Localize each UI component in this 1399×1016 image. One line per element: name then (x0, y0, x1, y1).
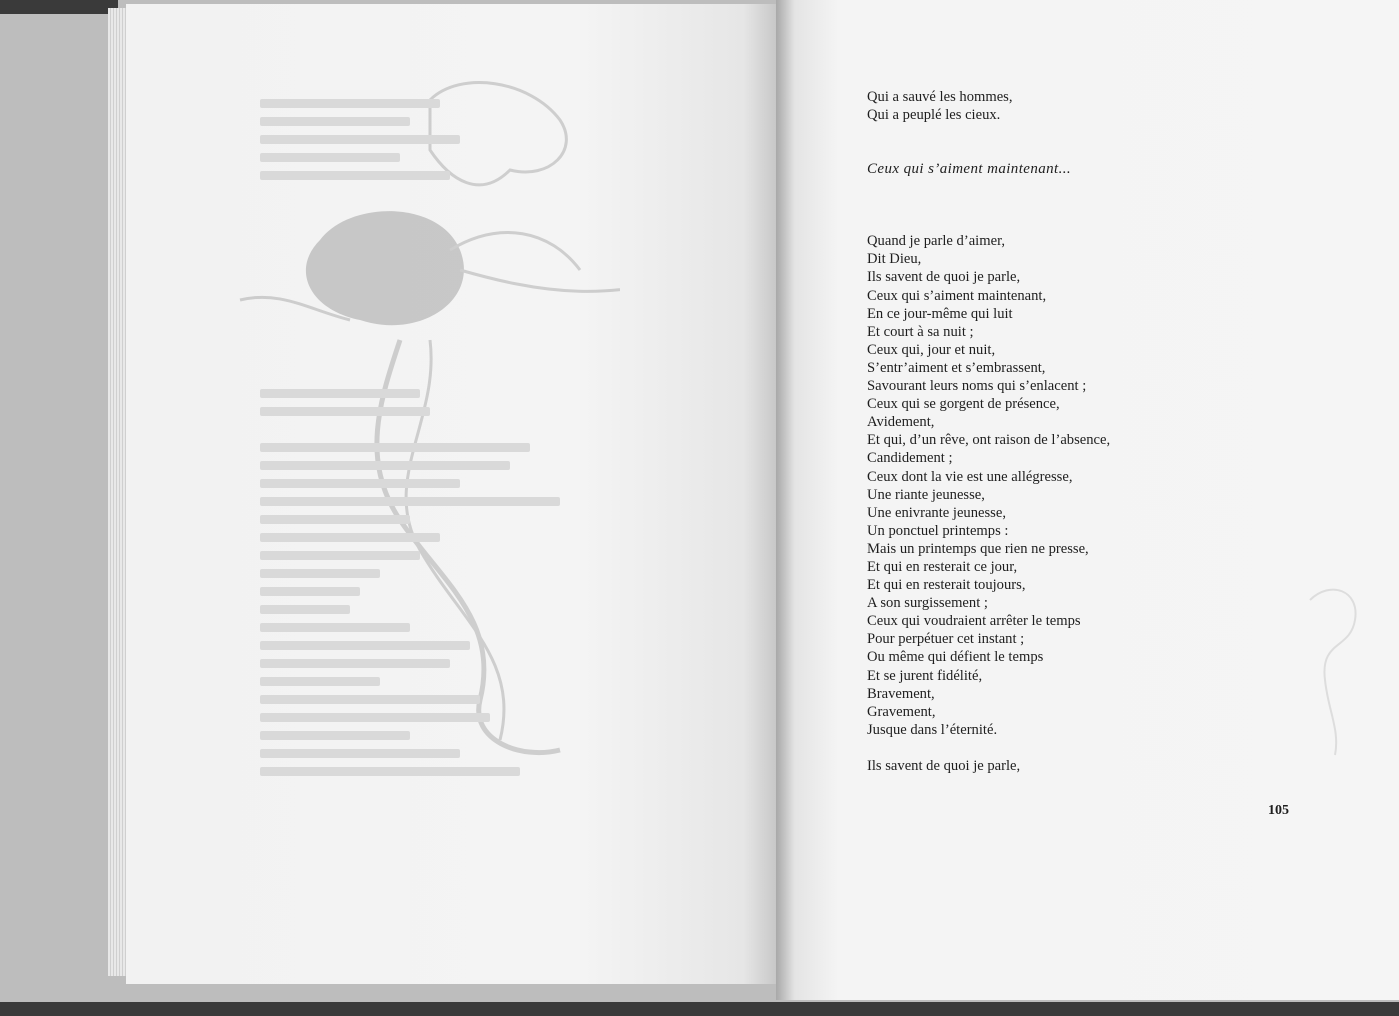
poem-line: Un ponctuel printemps : (867, 522, 1009, 539)
poem-line: Avidement, (867, 414, 935, 431)
scan-border-top (0, 0, 118, 14)
poem-line: Ceux qui voudraient arrêter le temps (867, 613, 1081, 630)
poem-line: S’entr’aiment et s’embrassent, (867, 359, 1046, 376)
bleed-through-sketch (1300, 580, 1370, 760)
poem-line: Qui a peuplé les cieux. (867, 107, 1001, 124)
poem-line: Quand je parle d’aimer, (867, 233, 1005, 250)
stanza-gap (867, 739, 1287, 757)
section-title: Ceux qui s’aiment maintenant... (867, 161, 1072, 178)
stanza-gap (867, 214, 1287, 232)
poem-line: Qui a sauvé les hommes, (867, 89, 1013, 105)
page-stack-edge (108, 8, 128, 976)
poem-line: Ceux dont la vie est une allégresse, (867, 468, 1073, 485)
stanza-gap (867, 124, 1287, 160)
poem-line: Candidement ; (867, 450, 953, 467)
poem-line: Bravement, (867, 685, 935, 702)
poem-line: Mais un printemps que rien ne presse, (867, 540, 1089, 557)
poem-line: Ou même qui défient le temps (867, 649, 1044, 666)
poem-line: Savourant leurs noms qui s’enlacent ; (867, 378, 1087, 395)
poem-line: Ils savent de quoi je parle, (867, 757, 1021, 774)
poem-line: Et qui, d’un rêve, ont raison de l’absence, (867, 432, 1111, 449)
poem-line: En ce jour-même qui luit (867, 305, 1013, 322)
poem-line: Jusque dans l’éternité. (867, 721, 998, 738)
poem-line: Et qui en resterait toujours, (867, 577, 1026, 594)
bleed-through-text (260, 95, 580, 781)
poem-line: Et qui en resterait ce jour, (867, 558, 1018, 575)
poem-line: Ceux qui, jour et nuit, (867, 341, 996, 358)
poem-line: A son surgissement ; (867, 595, 988, 612)
poem-text (867, 88, 1287, 775)
poem-line: Une riante jeunesse, (867, 486, 985, 503)
stanza-gap (867, 178, 1287, 214)
page-number: 105 (1268, 803, 1289, 818)
poem-line: Ceux qui s’aiment maintenant, (867, 287, 1047, 304)
poem-line: Gravement, (867, 703, 936, 720)
scan-border-bottom (0, 1002, 1399, 1016)
poem-line: Et court à sa nuit ; (867, 323, 974, 340)
poem-line: Et se jurent fidélité, (867, 667, 983, 684)
poem-line: Ils savent de quoi je parle, (867, 269, 1021, 286)
poem-line: Une enivrante jeunesse, (867, 504, 1006, 521)
poem-line: Ceux qui se gorgent de présence, (867, 396, 1060, 413)
poem-line: Dit Dieu, (867, 251, 922, 268)
poem-line: Pour perpétuer cet instant ; (867, 631, 1025, 648)
